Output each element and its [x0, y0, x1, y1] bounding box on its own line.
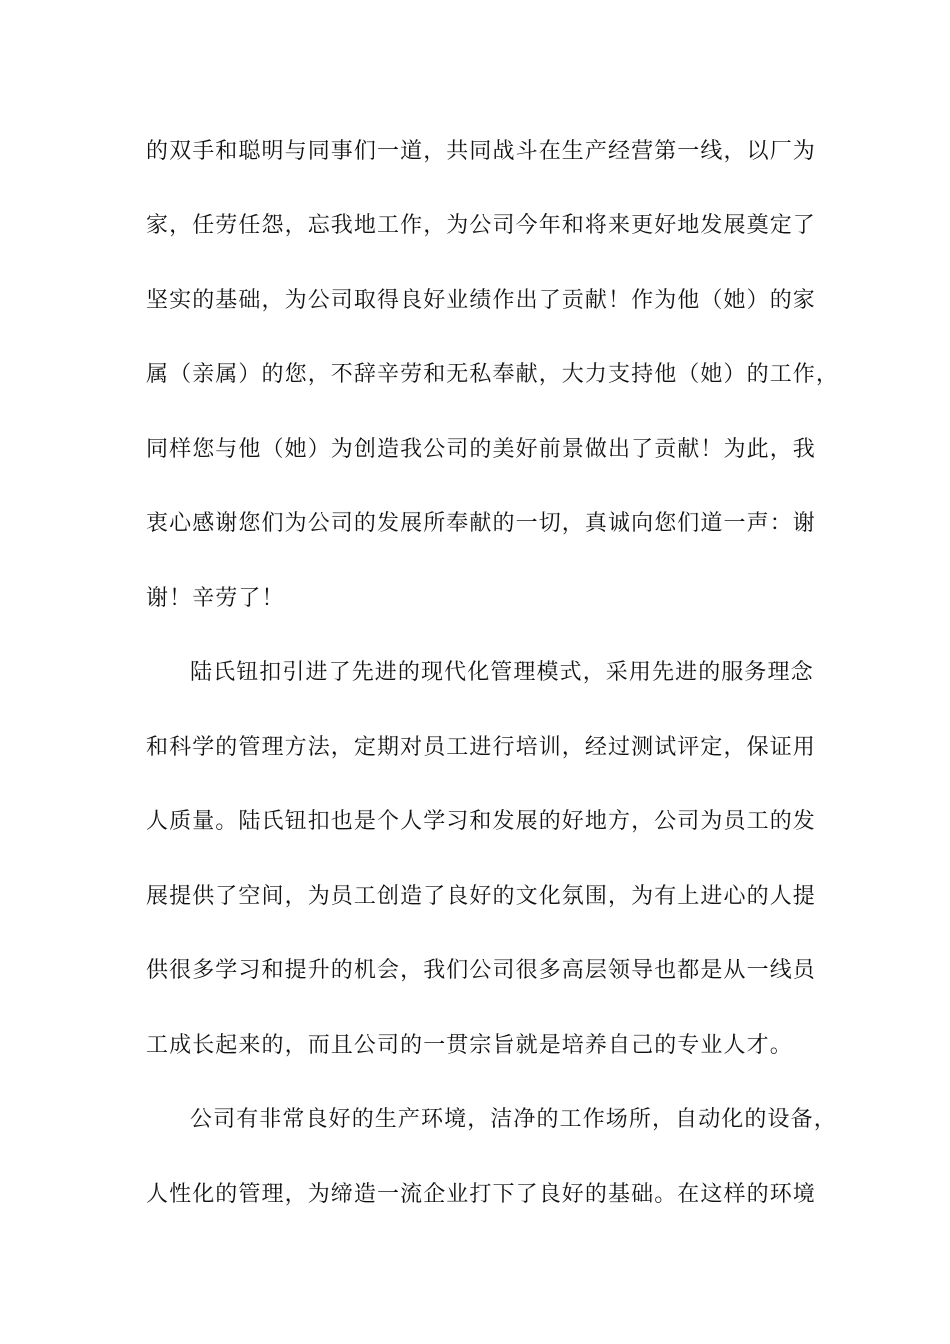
paragraph-2-line-6: 工成长起来的，而且公司的一贯宗旨就是培养自己的专业人才。	[146, 1033, 793, 1058]
paragraph-3-line-1: 公司有非常良好的生产环境，洁净的工作场所，自动化的设备，	[190, 1107, 837, 1132]
paragraph-3-line-2: 人性化的管理，为缔造一流企业打下了良好的基础。在这样的环境	[146, 1182, 816, 1207]
text-line-4: 属（亲属）的您，不辞辛劳和无私奉献，大力支持他（她）的工作，	[146, 362, 840, 387]
text-line-1: 的双手和聪明与同事们一道，共同战斗在生产经营第一线，以厂为	[146, 139, 816, 164]
paragraph-2-line-3: 人质量。陆氏钮扣也是个人学习和发展的好地方，公司为员工的发	[146, 809, 816, 834]
paragraph-2-line-2: 和科学的管理方法，定期对员工进行培训，经过测试评定，保证用	[146, 735, 816, 760]
paragraph-2-line-1: 陆氏钮扣引进了先进的现代化管理模式，采用先进的服务理念	[190, 660, 814, 685]
paragraph-2-line-5: 供很多学习和提升的机会，我们公司很多高层领导也都是从一线员	[146, 958, 816, 983]
paragraph-2-line-4: 展提供了空间，为员工创造了良好的文化氛围，为有上进心的人提	[146, 884, 816, 909]
text-line-5: 同样您与他（她）为创造我公司的美好前景做出了贡献！为此，我	[146, 437, 816, 462]
text-line-7: 谢！辛劳了！	[146, 586, 285, 611]
text-line-6: 衷心感谢您们为公司的发展所奉献的一切，真诚向您们道一声：谢	[146, 511, 816, 536]
text-line-2: 家，任劳任怨，忘我地工作，为公司今年和将来更好地发展奠定了	[146, 213, 816, 238]
text-line-3: 坚实的基础，为公司取得良好业绩作出了贡献！作为他（她）的家	[146, 288, 816, 313]
